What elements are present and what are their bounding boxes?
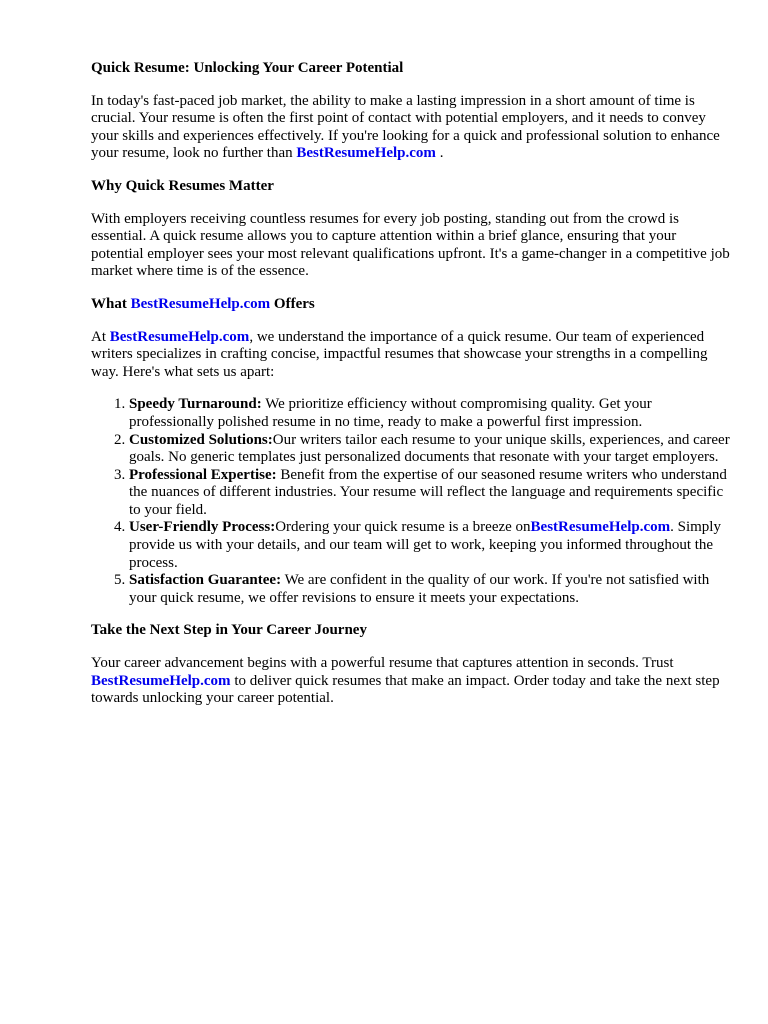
bestresumehelp-link[interactable]: BestResumeHelp.com bbox=[296, 145, 436, 162]
what-heading bbox=[91, 296, 731, 314]
list-item bbox=[129, 572, 731, 607]
document-page bbox=[91, 60, 731, 708]
feature-label: Speedy Turnaround: bbox=[129, 396, 262, 413]
what-heading-suffix: Offers bbox=[273, 295, 315, 312]
what-intro-prefix: At bbox=[91, 328, 106, 345]
list-item bbox=[129, 519, 731, 572]
what-paragraph bbox=[91, 329, 731, 382]
intro-paragraph bbox=[91, 93, 731, 163]
list-item bbox=[129, 396, 731, 431]
intro-after: . bbox=[439, 145, 444, 162]
bestresumehelp-link[interactable]: BestResumeHelp.com bbox=[530, 519, 671, 536]
what-heading-prefix: What bbox=[91, 295, 127, 312]
bestresumehelp-link[interactable]: BestResumeHelp.com bbox=[109, 328, 250, 345]
feature-label: Customized Solutions: bbox=[129, 431, 273, 448]
intro-text: In today's fast-paced job market, the ability to make a lasting impression in a short amount of time is crucial. Your resume is often the first point of contact with potential employers, and it needs to convey your skills and experiences effectively. If you're looking for a quick and professional solution to enhance your resume, look no further than bbox=[91, 92, 720, 162]
feature-label: Satisfaction Guarantee: bbox=[129, 572, 282, 589]
why-paragraph: With employers receiving countless resumes for every job posting, standing out from the crowd is essential. A quick resume allows you to capture attention within a brief glance, ensuring that your potential employer sees your most relevant qualifications upfront. It's a game-changer in a competitive job market where time is of the essence. bbox=[91, 210, 730, 280]
document-title: Quick Resume: Unlocking Your Career Potential bbox=[91, 60, 404, 76]
features-list bbox=[91, 396, 731, 607]
bestresumehelp-link[interactable]: BestResumeHelp.com bbox=[130, 295, 271, 312]
next-step-paragraph bbox=[91, 655, 731, 708]
feature-text: . Simply provide us with your details, and our team will get to work, keeping you informed throughout the process. bbox=[129, 519, 721, 571]
feature-text: We prioritize efficiency without compromising quality. Get your professionally polished resume in no time, ready to make a powerful first impression. bbox=[129, 396, 652, 430]
what-intro-text: , we understand the importance of a quick resume. Our team of experienced writers specializes in crafting concise, impactful resumes that showcase your strengths in a compelling way. Here's what sets us apart: bbox=[91, 328, 708, 380]
bestresumehelp-link[interactable]: BestResumeHelp.com bbox=[91, 672, 231, 689]
next-step-heading: Take the Next Step in Your Career Journey bbox=[91, 622, 367, 639]
feature-label: Professional Expertise: bbox=[129, 466, 277, 483]
feature-text: Our writers tailor each resume to your unique skills, experiences, and career goals. No generic templates just personalized documents that resonate with your target employers. bbox=[129, 431, 730, 466]
feature-label: User-Friendly Process: bbox=[129, 519, 276, 536]
feature-text: Ordering your quick resume is a breeze on bbox=[275, 519, 531, 536]
list-item bbox=[129, 467, 731, 520]
next-text-after: to deliver quick resumes that make an impact. Order today and take the next step towards unlocking your career potential. bbox=[91, 672, 720, 707]
why-heading: Why Quick Resumes Matter bbox=[91, 177, 274, 194]
feature-text: Benefit from the expertise of our seasoned resume writers who understand the nuances of different industries. Your resume will reflect the language and requirements specific to your field. bbox=[129, 466, 727, 518]
feature-text: We are confident in the quality of our work. If you're not satisfied with your quick resume, we offer revisions to ensure it meets your expectations. bbox=[129, 572, 710, 606]
next-text-before: Your career advancement begins with a powerful resume that captures attention in seconds. Trust bbox=[91, 655, 674, 672]
list-item bbox=[129, 432, 731, 467]
